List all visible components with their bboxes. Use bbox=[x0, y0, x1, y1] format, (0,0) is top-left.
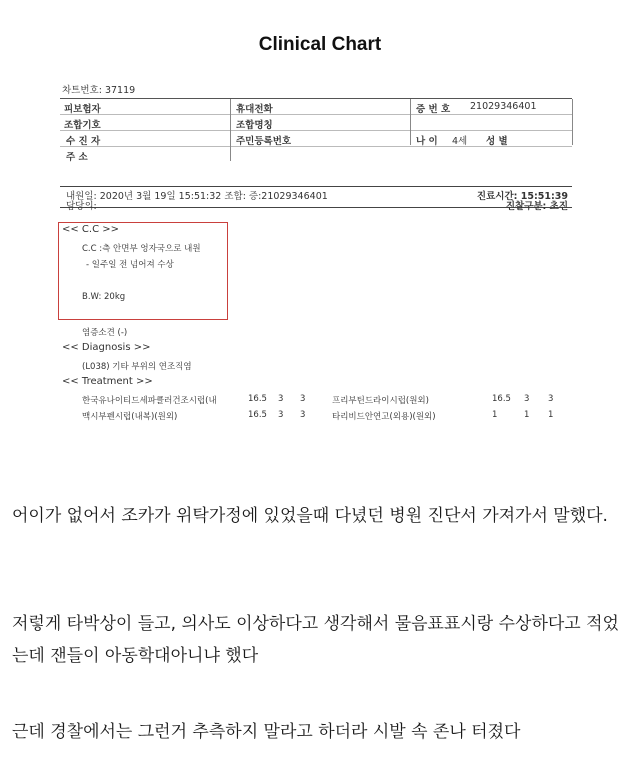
cc-line-1: C.C :측 안면부 엉자국으로 내원 bbox=[82, 244, 201, 254]
dose-value: 3 bbox=[278, 410, 284, 420]
patient-header-table bbox=[60, 98, 572, 161]
drug-name: 타리비드안연고(외용)(원외) bbox=[332, 412, 436, 422]
clinical-chart-document bbox=[56, 76, 580, 452]
diagnosis-heading: << Diagnosis >> bbox=[62, 342, 151, 353]
cert-no-label: 증 번 호 bbox=[416, 104, 451, 115]
inflammation-finding: 염증소견 (-) bbox=[82, 328, 128, 338]
patient-label: 수 진 자 bbox=[66, 136, 101, 147]
rrn-label: 주민등록번호 bbox=[236, 136, 292, 147]
age-label: 나 이 bbox=[416, 136, 438, 147]
dose-value: 16.5 bbox=[248, 394, 267, 404]
diagnosis-item: (L038) 기타 부위의 연조직염 bbox=[82, 362, 192, 372]
cert-no-value: 21029346401 bbox=[470, 101, 537, 112]
header-row bbox=[60, 147, 572, 162]
cc-heading: << C.C >> bbox=[62, 224, 120, 235]
doctor-label: 담당의: bbox=[66, 201, 97, 212]
header-row bbox=[60, 115, 572, 131]
chart-number-value: 37119 bbox=[104, 85, 136, 96]
cc-line-2: - 일주일 전 넘어져 수상 bbox=[86, 260, 174, 270]
dose-value: 3 bbox=[300, 394, 306, 404]
dose-value: 3 bbox=[524, 394, 530, 404]
union-code-label: 조합기호 bbox=[64, 120, 101, 131]
column-divider bbox=[410, 99, 411, 145]
treatment-heading: << Treatment >> bbox=[62, 376, 153, 387]
header-row bbox=[60, 131, 572, 147]
visit-info-bar bbox=[60, 186, 572, 212]
body-weight: B.W: 20kg bbox=[82, 292, 126, 302]
header-row bbox=[60, 99, 572, 115]
dose-value: 1 bbox=[548, 410, 554, 420]
insured-label: 피보험자 bbox=[64, 104, 101, 115]
dose-value: 3 bbox=[278, 394, 284, 404]
drug-name: 한국유나이티드세파클러건조시럽(내 bbox=[82, 396, 217, 406]
post-paragraph-1: 어이가 없어서 조카가 위탁가정에 있었을때 다녔던 병원 진단서 가져가서 말했다. bbox=[12, 506, 608, 526]
visit-date-line: 내원일: 2020년 3월 19일 15:51:32 조합: 증:21029346401 bbox=[66, 191, 328, 202]
chart-number-label: 차트번호: bbox=[62, 85, 102, 96]
sex-label: 성 별 bbox=[486, 136, 508, 147]
visit-type: 진찰구분: 초진 bbox=[505, 201, 568, 212]
visit-time: 진료시간: 15:51:39 bbox=[476, 191, 568, 202]
drug-name: 프리부틴드라이시럽(원외) bbox=[332, 396, 429, 406]
dose-value: 1 bbox=[492, 410, 498, 420]
dose-value: 16.5 bbox=[248, 410, 267, 420]
column-divider bbox=[230, 99, 231, 161]
dose-value: 3 bbox=[300, 410, 306, 420]
cc-highlight-box bbox=[58, 222, 228, 320]
address-label: 주 소 bbox=[66, 152, 88, 163]
post-paragraph-2: 저렇게 타박상이 들고, 의사도 이상하다고 생각해서 물음표표시랑 수상하다고 적었는데 잰들이 아동학대아니냐 했다 bbox=[12, 614, 619, 666]
page-title: Clinical Chart bbox=[258, 34, 382, 55]
column-divider bbox=[572, 99, 573, 145]
age-value: 4세 bbox=[452, 136, 468, 147]
mobile-label: 휴대전화 bbox=[236, 104, 273, 115]
dose-value: 1 bbox=[524, 410, 530, 420]
dose-value: 3 bbox=[548, 394, 554, 404]
drug-name: 맥시부펜시럽(내복)(원외) bbox=[82, 412, 178, 422]
dose-value: 16.5 bbox=[492, 394, 511, 404]
union-name-label: 조합명칭 bbox=[236, 120, 273, 131]
chart-number bbox=[62, 82, 135, 96]
post-paragraph-3: 근데 경찰에서는 그런거 추측하지 말라고 하더라 시발 속 존나 터졌다 bbox=[12, 722, 521, 742]
